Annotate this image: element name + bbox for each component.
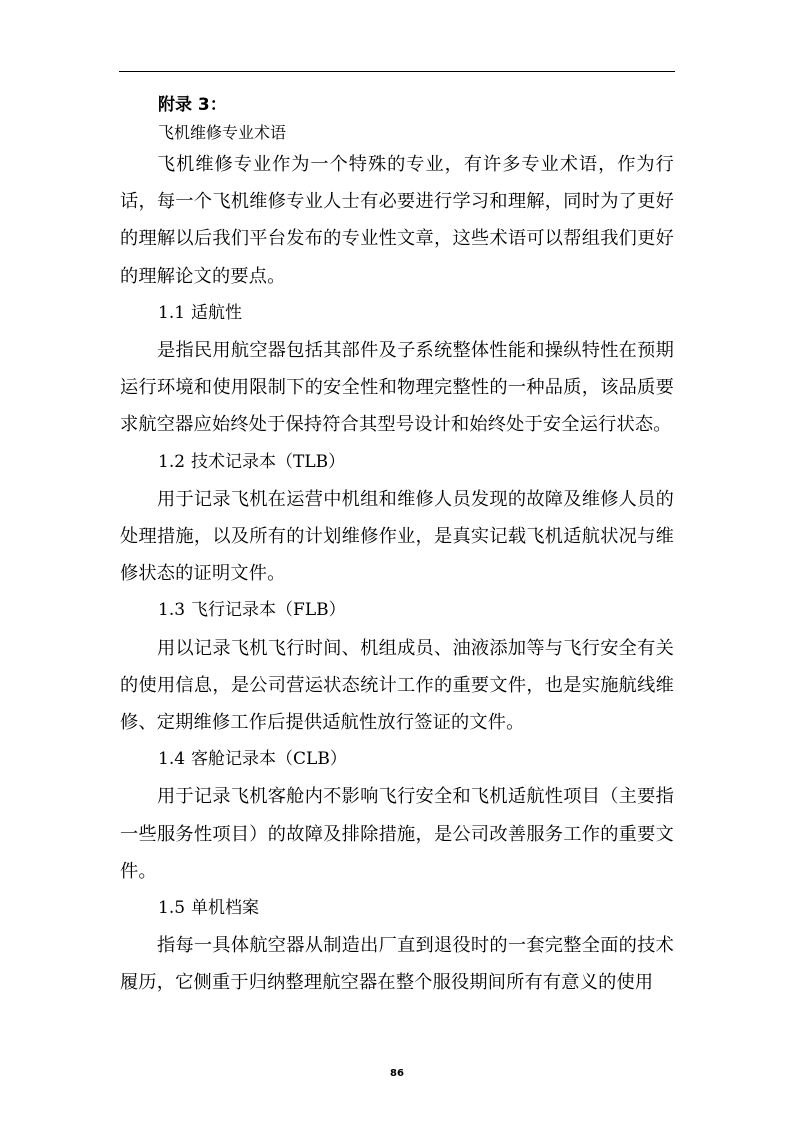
section-heading-1-4	[120, 741, 674, 778]
page-number: 86	[390, 1068, 404, 1079]
section-body-1-5: 指每一具体航空器从制造出厂直到退役时的一套完整全面的技术履历，它侧重于归纳整理航空器在整个服役期间所有有意义的使用	[120, 935, 674, 994]
section-body-1-4: 用于记录飞机客舱内不影响飞行安全和飞机适航性项目（主要指一些服务性项目）的故障及排除措施，是公司改善服务工作的重要文件。	[120, 786, 674, 882]
section-title: 单机档案	[191, 898, 260, 918]
section-title: 客舱记录本（CLB）	[191, 749, 347, 770]
section-number: 1.2	[158, 451, 186, 472]
section-title: 技术记录本（TLB）	[191, 451, 346, 472]
section-heading-1-5	[120, 890, 674, 927]
intro-paragraph: 飞机维修专业作为一个特殊的专业，有许多专业术语，作为行话，每一个飞机维修专业人士有必要进行学习和理解，同时为了更好的理解以后我们平台发布的专业性文章，这些术语可以帮组我们更好的理解论文的要点。	[120, 154, 674, 287]
header-rule	[119, 71, 675, 72]
section-title: 适航性	[191, 302, 243, 323]
section-number: 1.1	[158, 302, 186, 323]
section-title: 飞行记录本（FLB）	[191, 600, 346, 621]
section-body-1-3: 用以记录飞机飞行时间、机组成员、油液添加等与飞行安全有关的使用信息，是公司营运状态统计工作的重要文件，也是实施航线维修、定期维修工作后提供适航性放行签证的文件。	[120, 637, 674, 733]
section-heading-1-3	[120, 592, 674, 629]
appendix-title: 附录 3：	[158, 95, 227, 115]
section-body-1-1: 是指民用航空器包括其部件及子系统整体性能和操纵特性在预期运行环境和使用限制下的安全性和物理完整性的一种品质，该品质要求航空器应始终处于保持符合其型号设计和始终处于安全运行状态。	[120, 340, 674, 436]
document-body	[120, 90, 674, 1002]
section-number: 1.4	[158, 749, 186, 770]
section-body-1-2: 用于记录飞机在运营中机组和维修人员发现的故障及维修人员的处理措施，以及所有的计划维修作业，是真实记载飞机适航状况与维修状态的证明文件。	[120, 488, 674, 585]
section-heading-1-1	[120, 295, 674, 332]
appendix-subtitle: 飞机维修专业术语	[158, 123, 287, 142]
section-number: 1.5	[158, 898, 186, 918]
section-heading-1-2	[120, 444, 674, 481]
section-number: 1.3	[158, 600, 186, 621]
